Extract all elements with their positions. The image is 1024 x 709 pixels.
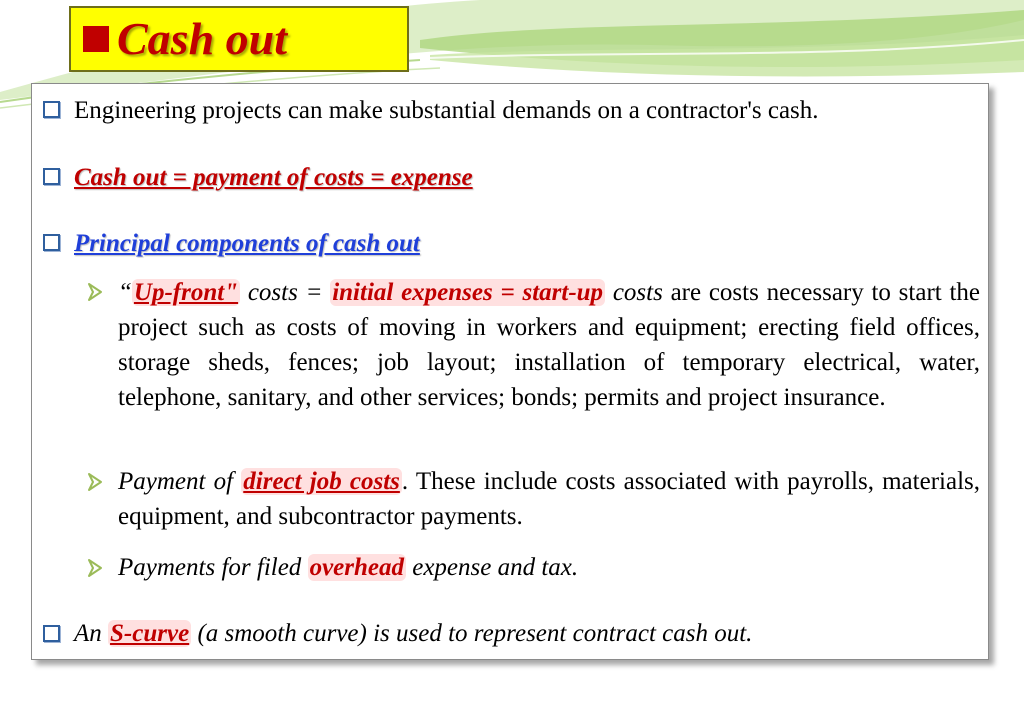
page-title: Cash out [117, 13, 288, 64]
direct-job-costs-highlight: direct job costs [243, 468, 400, 495]
sub-bullet-upfront-costs [118, 275, 980, 415]
bullet-s-curve [74, 616, 984, 651]
title-square-icon [83, 26, 109, 52]
payment-of-text: Payment of [118, 468, 234, 495]
upfront-description: are costs necessary to start the project such as costs of moving in workers and equipment; erecting field offices, storage sheds, fences; job layout; installation of temporary electrical, water, telephone, sanitary, and other services; bonds; permits and project insurance. [118, 279, 981, 411]
initial-expenses-highlight: initial expenses = start-up [332, 279, 604, 306]
content-panel [31, 83, 989, 660]
bullet-engineering-projects [74, 93, 984, 128]
overhead-highlight: overhead [309, 554, 404, 581]
bullet-cash-out-definition [74, 160, 984, 195]
checkbox-bullet-icon [43, 101, 60, 118]
checkbox-bullet-icon [43, 168, 60, 185]
costs-text: costs = [247, 279, 323, 306]
costs-text-2: costs [612, 279, 663, 306]
s-curve-description: (a smooth curve) is used to represent contract cash out. [197, 620, 753, 647]
s-curve-highlight: S-curve [110, 620, 190, 647]
overhead-description: expense and tax. [412, 554, 579, 581]
sub-bullet-direct-job-costs [118, 464, 980, 534]
arrow-bullet-icon [87, 472, 103, 492]
arrow-bullet-icon [87, 558, 103, 578]
sub-bullet-overhead [118, 550, 980, 585]
payments-for-text: Payments for filed [118, 554, 302, 581]
checkbox-bullet-icon [43, 625, 60, 642]
direct-job-costs-description: . These include costs associated with payrolls, materials, equipment, and subcontractor payments. [118, 468, 980, 530]
checkbox-bullet-icon [43, 234, 60, 251]
bullet-principal-components [74, 226, 984, 261]
open-quote: “ [118, 279, 132, 306]
title-box [69, 6, 409, 72]
an-text: An [74, 620, 102, 647]
upfront-highlight: Up-front" [133, 279, 239, 306]
principal-components-heading: Principal components of cash out [74, 230, 420, 257]
arrow-bullet-icon [87, 282, 103, 302]
bullet-text: Engineering projects can make substantial demands on a contractor's cash. [74, 97, 819, 124]
cash-out-definition: Cash out = payment of costs = expense [74, 164, 473, 191]
